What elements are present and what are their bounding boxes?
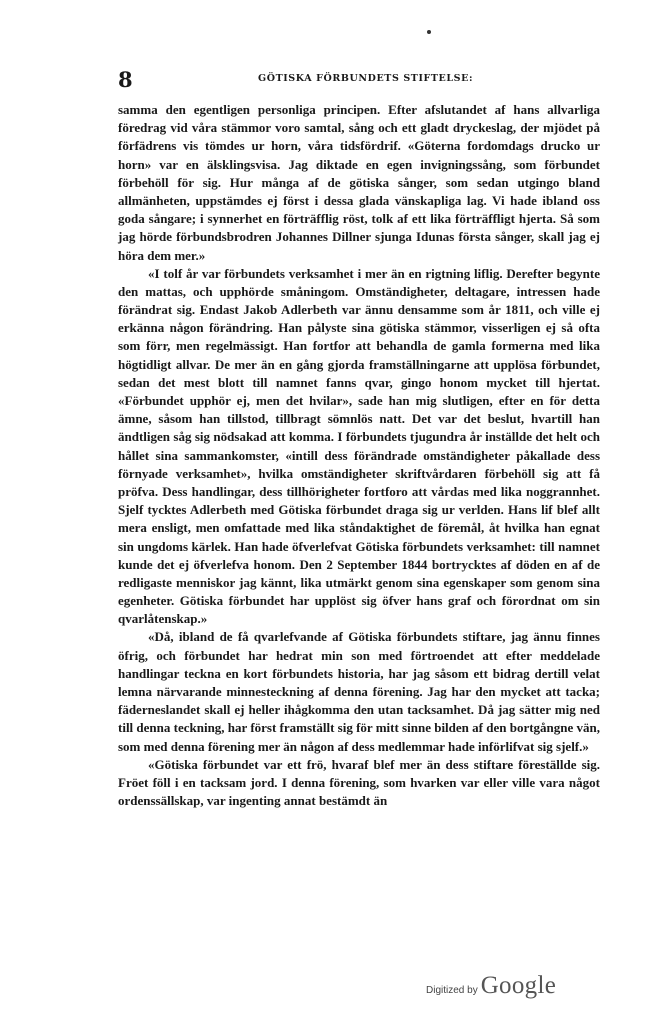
running-title: GÖTISKA FÖRBUNDETS STIFTELSE: bbox=[258, 73, 474, 84]
page-number: 8 bbox=[118, 67, 133, 92]
paragraph: samma den egentligen personliga principen. Efter afslutandet af hans allvarliga föredrag vid våra stämmor voro samtal, sång och ett gladt dryckeslag, der mjödet på förfädrens vis tömdes ur horn, våra tidsfördrif. «Göterna fordomdags drucko ur horn» var en älsklingsvisa. Jag diktade en egen invigningssång, som förbundet förbehöll för sig. Hur många af de götiska sånger, som sedan utgingo bland allmänheten, uppstämdes ej först i dessa glada vänskapliga lag. Vi hade ibland oss goda sångare; i synnerhet en förträfflig röst, tolk af ett lika förträffligt hjerta. Så som jag hörde förbundsbrodren Johannes Dillner sjunga Idunas första sånger, skall jag ej höra dem mer.» bbox=[118, 102, 600, 263]
ink-speck bbox=[427, 30, 431, 34]
paragraph: «Då, ibland de få qvarlefvande af Götiska förbundets stiftare, jag ännu finnes öfrig, och förbundet har hedrat min son med förtroendet att efter meddelade handlingar teckna en kort förbundets historia, har jag såsom ett bidrag dertill velat lemna närvarande minnesteckning af denna förening. Jag har den mycket att tacka; fäderneslandet skall ej heller ihågkomma den utan tacksamhet. Då jag sätter mig ned till denna teckning, har först framställt sig för mitt sinne bilden af den bortgångne vän, som med denna förening mer än någon af dess medlemmar hade införlifvat sig sjelf.» bbox=[118, 629, 600, 754]
digitization-watermark bbox=[426, 972, 556, 1002]
google-logo: Google bbox=[480, 972, 557, 999]
page-header bbox=[118, 67, 602, 91]
digitized-by-label: Digitized by bbox=[426, 985, 478, 996]
paragraph: «Götiska förbundet var ett frö, hvaraf blef mer än dess stiftare föreställde sig. Fröet föll i en tacksam jord. I denna förening, som hvarken var eller ville vara något ordenssällskap, var ingenting annat bestämdt än bbox=[118, 756, 600, 809]
body-text bbox=[118, 101, 600, 810]
paragraph: «I tolf år var förbundets verksamhet i mer än en rigtning liflig. Derefter begynte den mattas, och upphörde småningom. Omständigheter, deltagare, intressen hade förändrat sig. Endast Jakob Adlerbeth var ännu densamme som år 1811, och ville ej erkänna någon förändring. Han pålyste sina götiska stämmor, visserligen ej så ofta som förr, men regelmässigt. Han fortfor att behandla de gamla formerna med lika högtidligt allvar. De mer än en gång gjorda framställningarne att upplösa förbundet, sedan det mest blott till namnet fanns qvar, gingo honom mycket till hjertat. «Förbundet upphör ej, men det hvilar», sade han mig slutligen, efter en för detta ämne, såsom han tillstod, tillbragt sömnlös natt. Det var det beslut, hvartill han ändtligen såg sig nödsakad att komma. I förbundets tjugundra år inställde det helt och hållet sina sammankomster, «intill dess förändrade omständigheter påkallade dess förnyade verksamhet», hvilka omständigheter skriftvårdaren förbehöll sig att få pröfva. Dess handlingar, dess tillhörigheter fortforo att vårdas med lika noggrannhet. Sjelf tycktes Adlerbeth med Götiska förbundet draga sig ur verlden. Hans lif blef allt mera ensligt, men omfattade med lika ståndaktighet de föremål, åt hvilka han egnat sin ungdoms kärlek. Han hade öfverlefvat Götiska förbundets verksamhet: till namnet kunde det ej öfverlefva honom. Den 2 September 1844 bortrycktes af döden en af de redligaste menniskor jag kännt, lika utmärkt genom sina egenskaper som genom sina egenheter. Götiska förbundet har upplöst sig öfver hans graf och förordnat om sin qvarlåtenskap.» bbox=[118, 265, 600, 627]
